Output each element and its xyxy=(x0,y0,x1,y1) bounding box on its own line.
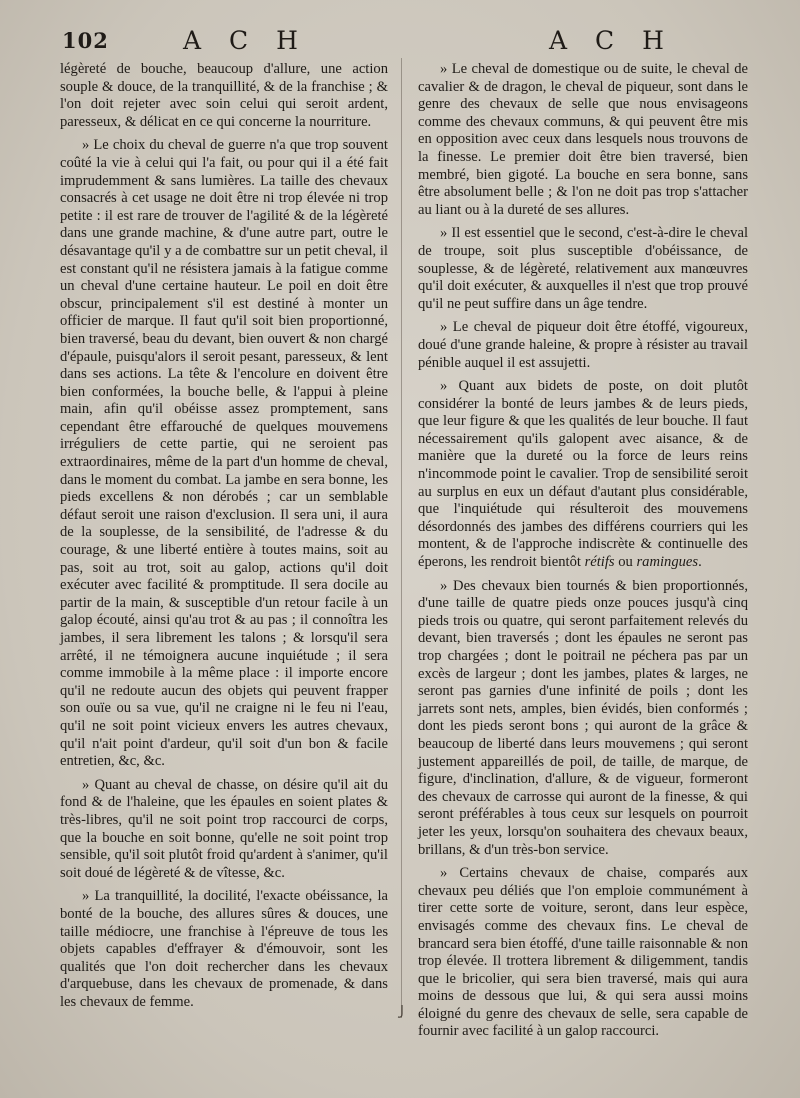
running-head-right: A C H xyxy=(549,26,674,55)
paragraph: » Le cheval de domestique ou de suite, le cheval de cavalier & de dragon, le cheval de piqueur, sont dans le genre des chevaux de selle que nous envisageons comme des chevaux communs, & qui peuvent être mis en opposition avec ceux dans lesquels nous trouvons de la finesse. Le premier doit être bien traversé, bien membré, bien gigoté. La bouche en sera bonne, sans être absolument belle ; & l'on ne doit pas trop s'attacher au liant ou à la dureté de ses allures. xyxy=(418,61,748,218)
column-divider xyxy=(401,58,402,1018)
paragraph: » Le cheval de piqueur doit être étoffé, vigoureux, doué d'une grande haleine, & propre à résister au travail pénible auquel il est assujetti. xyxy=(418,319,748,371)
paragraph xyxy=(418,378,748,572)
paragraph: » Il est essentiel que le second, c'est-à-dire le cheval de troupe, soit plus susceptible d'obéissance, de souplesse, & de légèreté, relativement aux manœuvres qu'il doit exécuter, & auxquelles il n'est que trop prouvé qu'il ne peut suffire dans un âge tendre. xyxy=(418,225,748,312)
paragraph: » Des chevaux bien tournés & bien proportionnés, d'une taille de quatre pieds onze pouces jusqu'à cinq pieds trois ou quatre, qui seront parfaitement relevés du devant, bien traversés ; dont les épaules ne seront pas trop chargées ; dont le poitrail ne péchera pas par un excès de largeur ; dont les jambes, plates & larges, ne seront pas garnies d'une infinité de poils ; dont les jarrets sont nets, amples, bien évidés, bien conformés ; dont les pieds seront bons ; qui auront de la grâce & beaucoup de liberté dans leurs mouvemens ; qui seront justement appareillés de poil, de taille, de marque, de figure, d'inclination, d'allure, & de vigueur, formeront des chevaux de carrosse qui auront de la finesse, & qui seront préférables à tous ceux sur lesquels on pourroit jeter les yeux, lorsqu'on souhaitera des chevaux beaux, brillans, & d'un très-bon service. xyxy=(418,577,748,858)
paragraph-end: . xyxy=(698,554,702,571)
left-column xyxy=(60,61,388,1017)
paragraph: » Le choix du cheval de guerre n'a que trop souvent coûté la vie à celui qui l'a fait, ou pour qui il a été fait imprudemment & sans lumières. La taille des chevaux consacrés à cet usage ne doit être ni trop élevée ni trop petite : il est rare de trouver de l'agilité & de la légèreté dans une grande machine, & d'une autre part, outre le désavantage qu'il y a de combattre sur un petit cheval, il est constant qu'il ne résistera jamais à la fatigue comme un cheval d'une certaine hauteur. Le poil en doit être obscur, principalement s'il est destiné à monter un officier de marque. Il faut qu'il soit bien proportionné, bien traversé, beau du devant, bien ouvert & non chargé d'épaule, puisqu'alors il seroit pesant, paresseux, & lent dans ses actions. La tête & l'encolure en doivent être bien conformées, la bouche belle, & l'appui à pleine main, afin qu'il obéisse assez promptement, sans cependant être effarouché de quelques mouvemens irréguliers de cette partie, qui ne seroient pas extraordinaires, même de la part d'un homme de cheval, dans le moment du combat. La jambe en sera bonne, les pieds excellens & non dérobés ; car un semblable défaut seroit une raison d'exclusion. Il sera uni, il aura de la souplesse, de la sensibilité, de l'adresse & du courage, & une liberté entière à toutes mains, soit au pas, soit au trot, soit au galop, actions qu'il doit exécuter avec facilité & promptitude. Il sera docile au partir de la main, & susceptible d'un retour facile à un galop écouté, ainsi qu'au trot & au pas ; il connoîtra les jambes, il sera librement les talons ; & lorsqu'il sera arrêté, il ne témoignera aucune inquiétude ; il sera comme immobile à la même place : il importe encore qu'il ne redoute aucun des objets qui peuvent frapper son ouïe ou sa vue, qu'il ne craigne ni le feu ni l'eau, qu'il ne soit point vicieux envers les autres chevaux, qu'il n'ait point d'ardeur, qu'il soit d'un bon & facile entretien, &c, &c. xyxy=(60,137,388,770)
italic-term: rétifs xyxy=(584,554,615,571)
paragraph-text: » Quant aux bidets de poste, on doit plutôt considérer la bonté de leurs jambes & de leurs pieds, que leur figure & que les qualités de leur bouche. Il faut nécessairement qu'ils galopent avec aisance, & de manière que la dureté ou la force de leurs reins n'incommode point le cavalier. Trop de sensibilité seroit au surplus en eux un défaut d'autant plus considérable, que l'inquiétude qui résulteroit des mouvemens désordonnés des jambes des différens courriers qui les montent, & de l'approche indiscrète & continuelle des éperons, les rendroit bientôt xyxy=(418,378,748,571)
page-header xyxy=(0,26,800,56)
paragraph: » Certains chevaux de chaise, comparés aux chevaux peu déliés que l'on emploie communément à tirer cette sorte de voiture, seront, dans leur espèce, envisagés comme des chevaux fins. Le cheval de brancard sera bien étoffé, d'une taille raisonnable & non trop élevée. Il trottera librement & diligemment, tandis que le bricolier, qui sera bien traversé, mais qui aura moins de dessous que lui, & qui sera aussi moins éloigné du genre des chevaux de selle, sera capable de fournir avec facilité à un galop raccourci. xyxy=(418,865,748,1040)
page-number: 102 xyxy=(62,28,109,53)
italic-term: ramingues xyxy=(636,554,699,571)
paragraph: » La tranquillité, la docilité, l'exacte obéissance, la bonté de la bouche, des allures sûres & douces, une taille médiocre, une franchise à l'épreuve de tous les objets capables d'effrayer & d'émouvoir, sont les qualités que l'on doit rechercher dans les chevaux d'arquebuse, dans les chevaux de promenade, & dans les chevaux de femme. xyxy=(60,888,388,1010)
running-head-left: A C H xyxy=(183,26,308,55)
paragraph: légèreté de bouche, beaucoup d'allure, une action souple & douce, de la tranquillité, & de la franchise ; & l'on doit rejeter avec soin celui qui seroit ardent, paresseux, & délicat en ce qui concerne la nourriture. xyxy=(60,61,388,130)
right-column xyxy=(418,61,748,1047)
connector-text: ou xyxy=(614,554,637,571)
divider-flourish xyxy=(397,1005,407,1019)
paragraph: » Quant au cheval de chasse, on désire qu'il ait du fond & de l'haleine, que les épaules en soient plates & très-libres, qu'il ne soit point trop raccourci de corps, que la bouche en soit bonne, qu'elle ne soit point trop sensible, qu'il soit plutôt froid qu'ardent à s'animer, qu'il soit doué de légèreté & de vîtesse, &c. xyxy=(60,776,388,881)
